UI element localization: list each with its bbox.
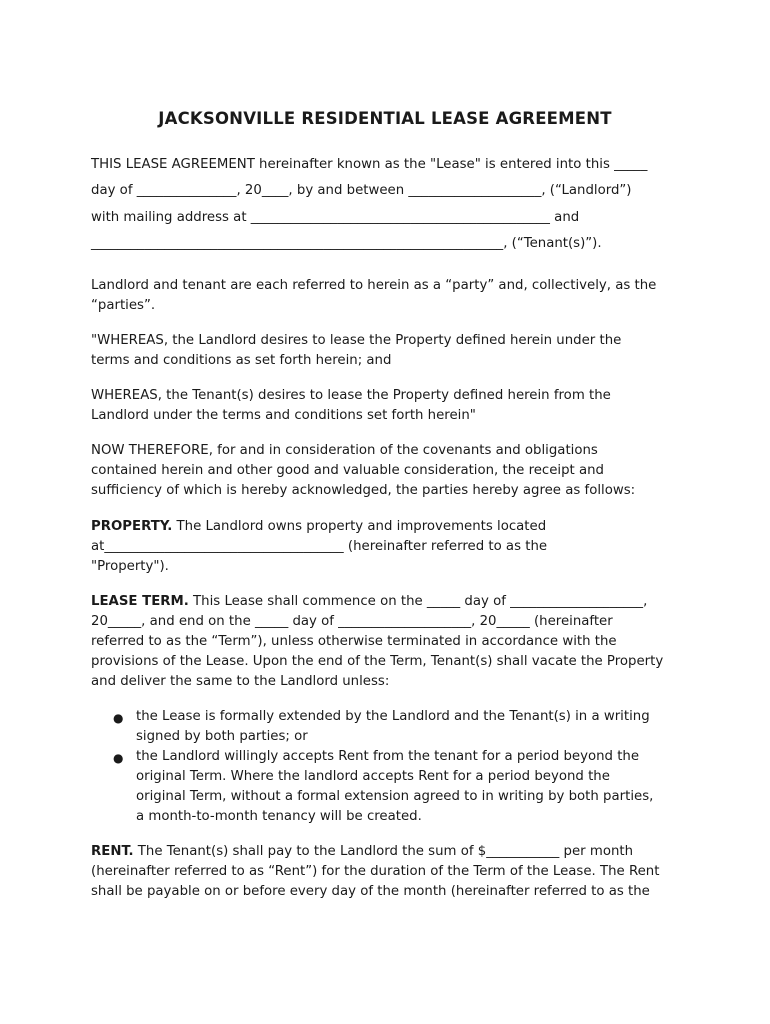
bullet-line: the Landlord willingly accepts Rent from the tenant for a period beyond the (136, 749, 640, 764)
intro-line: THIS LEASE AGREEMENT hereinafter known as the "Lease" is entered into this _____ (91, 157, 648, 172)
bullet-line: original Term. Where the landlord accepts Rent for a period beyond the (136, 769, 610, 784)
bullet-line: the Lease is formally extended by the Landlord and the Tenant(s) in a writing (136, 709, 650, 724)
bullet-icon: ● (113, 711, 124, 725)
property-heading: PROPERTY. (91, 519, 173, 534)
bullet-line: signed by both parties; or (136, 729, 308, 744)
bullet-line: a month-to-month tenancy will be created. (136, 809, 422, 824)
rent-line (91, 842, 633, 862)
bullet-line: original Term, without a formal extension agreed to in writing by both parties, (136, 789, 654, 804)
lease-term-line: referred to as the “Term”), unless otherwise terminated in accordance with the (91, 634, 617, 649)
bullet-icon: ● (113, 751, 124, 765)
rent-text: The Tenant(s) shall pay to the Landlord the sum of $___________ per month (133, 844, 634, 859)
lease-term-line: and deliver the same to the Landlord unless: (91, 674, 390, 689)
rent-heading: RENT. (91, 844, 134, 859)
whereas-line: Landlord under the terms and conditions set forth herein" (91, 408, 476, 423)
now-therefore-line: NOW THEREFORE, for and in consideration of the covenants and obligations (91, 443, 598, 458)
intro-line: with mailing address at _____________________________________________ and (91, 210, 580, 225)
rent-line: shall be payable on or before every day of the month (hereinafter referred to as the (91, 884, 650, 899)
parties-line: “parties”. (91, 298, 156, 313)
now-therefore-line: contained herein and other good and valuable consideration, the receipt and (91, 463, 605, 478)
parties-line: Landlord and tenant are each referred to herein as a “party” and, collectively, as the (91, 278, 657, 293)
document-title: JACKSONVILLE RESIDENTIAL LEASE AGREEMENT (158, 109, 612, 128)
property-line: at____________________________________ (hereinafter referred to as the (91, 539, 548, 554)
property-line: "Property"). (91, 559, 169, 574)
now-therefore-line: sufficiency of which is hereby acknowledged, the parties hereby agree as follows: (91, 483, 636, 498)
intro-line: ______________________________________________________________, (“Tenant(s)”). (91, 236, 602, 251)
lease-term-line: provisions of the Lease. Upon the end of the Term, Tenant(s) shall vacate the Property (91, 654, 664, 669)
lease-term-line (91, 592, 647, 612)
whereas-line: WHEREAS, the Tenant(s) desires to lease the Property defined herein from the (91, 388, 611, 403)
intro-line: day of _______________, 20____, by and between ____________________, (“Landlord”) (91, 183, 632, 198)
rent-line: (hereinafter referred to as “Rent”) for the duration of the Term of the Lease. The Rent (91, 864, 660, 879)
lease-term-heading: LEASE TERM. (91, 594, 189, 609)
whereas-line: "WHEREAS, the Landlord desires to lease the Property defined herein under the (91, 333, 622, 348)
whereas-line: terms and conditions as set forth herein; and (91, 353, 392, 368)
lease-term-line: 20_____, and end on the _____ day of ____________________, 20_____ (hereinafter (91, 614, 613, 629)
lease-term-text: This Lease shall commence on the _____ day of ____________________, (188, 594, 648, 609)
property-text: The Landlord owns property and improvements located (172, 519, 547, 534)
property-line (91, 517, 546, 537)
